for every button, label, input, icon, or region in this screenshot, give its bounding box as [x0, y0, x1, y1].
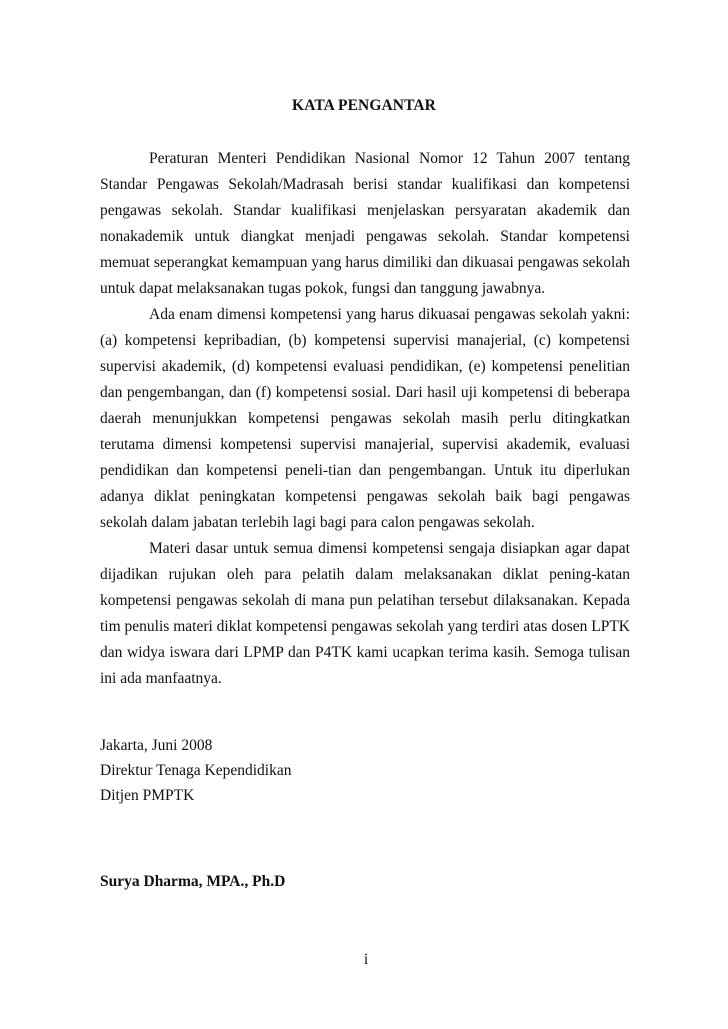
paragraph: Materi dasar untuk semua dimensi kompetensi sengaja disiapkan agar dapat dijadikan rujukan oleh para pelatih dalam melaksanakan diklat pening-katan kompetensi pengawas sekolah di mana pun pelatihan tersebut dilaksanakan. Kepada tim penulis materi diklat kompetensi pengawas sekolah yang terdiri atas dosen LPTK dan widya iswara dari LPMP dan P4TK kami ucapkan terima kasih. Semoga tulisan ini ada manfaatnya. [100, 540, 630, 687]
paragraph: Ada enam dimensi kompetensi yang harus dikuasai pengawas sekolah yakni: (a) kompetensi kepribadian, (b) kompetensi supervisi manajerial, (c) kompetensi supervisi akademik, (d) kompetensi evaluasi pendidikan, (e) kompetensi penelitian dan pengembangan, dan (f) kompetensi sosial. Dari hasil uji kompetensi di beberapa daerah menunjukkan kompetensi pengawas sekolah masih perlu ditingkatkan terutama dimensi kompetensi supervisi manajerial, supervisi akademik, evaluasi pendidikan dan kompetensi peneli-tian dan pengembangan. Untuk itu diperlukan adanya diklat peningkatan kompetensi pengawas sekolah baik bagi pengawas sekolah dalam jabatan terlebih lagi bagi para calon pengawas sekolah. [100, 306, 630, 531]
signer-institution: Ditjen PMPTK [100, 787, 195, 804]
page-title: KATA PENGANTAR [292, 97, 436, 114]
signer-position: Direktur Tenaga Kependidikan [100, 762, 292, 779]
signer-name: Surya Dharma, MPA., Ph.D [100, 873, 286, 890]
page-number: i [363, 951, 369, 968]
place-date: Jakarta, Juni 2008 [100, 737, 213, 754]
body-text [100, 146, 630, 692]
paragraph: Peraturan Menteri Pendidikan Nasional Nomor 12 Tahun 2007 tentang Standar Pengawas Sekolah/Madrasah berisi standar kualifikasi dan kompetensi pengawas sekolah. Standar kualifikasi menjelaskan persyaratan akademik dan nonakademik untuk diangkat menjadi pengawas sekolah. Standar kompetensi memuat seperangkat kemampuan yang harus dimiliki dan dikuasai pengawas sekolah untuk dapat melaksanakan tugas pokok, fungsi dan tanggung jawabnya. [100, 150, 630, 297]
signature-block [100, 733, 291, 808]
